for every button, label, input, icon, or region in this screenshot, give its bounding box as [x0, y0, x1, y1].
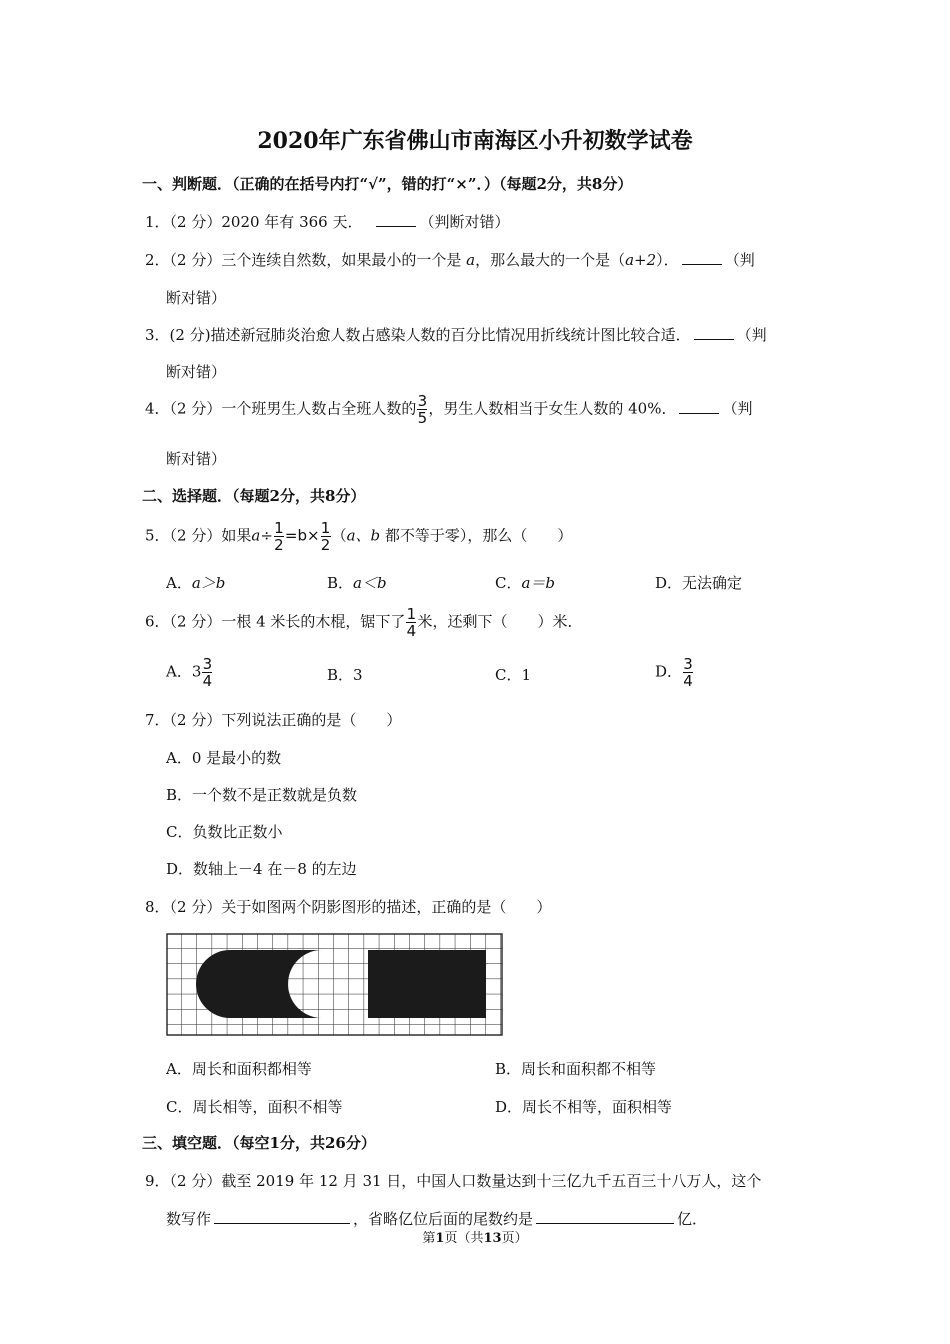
section-2-tail: 分） [335, 487, 366, 505]
question-7-option-d[interactable]: D．数轴上－4 在－8 的左边 [166, 860, 357, 878]
question-8-option-c[interactable]: C．周长相等，面积不相等 [166, 1098, 343, 1116]
answer-blank-9b[interactable] [536, 1209, 674, 1224]
question-5-option-c[interactable] [495, 572, 555, 593]
question-4-tail: （判 [722, 399, 753, 418]
question-9-text-b: ，省略亿位后面的尾数约是 [353, 1210, 534, 1228]
section-3-mid: 分，共 [279, 1134, 325, 1152]
option-label: D． [655, 662, 683, 681]
question-5-eq: =b× [284, 526, 320, 545]
fraction-num: 1 [406, 605, 417, 623]
footer-mid: 页（共 [444, 1231, 484, 1246]
question-9-text-c: 亿． [677, 1210, 708, 1228]
option-label: A． [166, 574, 192, 592]
question-2-expr: a+2 [625, 251, 657, 269]
fraction-num: 3 [417, 392, 428, 410]
question-6-option-a[interactable] [166, 656, 213, 689]
fraction-den: 2 [320, 536, 331, 554]
answer-blank-1[interactable] [376, 212, 416, 227]
question-8-option-a[interactable]: A．周长和面积都相等 [166, 1060, 312, 1078]
question-6-option-d[interactable] [655, 656, 694, 689]
question-4-line-2: 断对错） [166, 450, 227, 468]
footer-pre: 第 [422, 1231, 436, 1246]
question-5-var-a: a [251, 526, 261, 545]
question-8-option-b[interactable]: B．周长和面积都不相等 [495, 1060, 657, 1078]
question-3 [145, 324, 767, 345]
question-9-line-2 [166, 1208, 707, 1229]
question-5-post-b: 都不等于零），那么（ ） [384, 526, 573, 545]
page-title: 2020年广东省佛山市南海区小升初数学试卷 [257, 128, 693, 154]
question-3-line-2: 断对错） [166, 363, 227, 381]
question-5-option-a[interactable] [166, 572, 225, 593]
question-5-pre: 5．（2 分）如果 [145, 526, 252, 545]
question-3-tail: （判 [736, 326, 767, 344]
fraction-1-2-a [274, 520, 284, 553]
question-5-option-d[interactable] [655, 572, 742, 593]
question-4-text-a: 4．（2 分）一个班男生人数占全班人数的 [145, 399, 417, 418]
section-1-score-each: 2 [536, 175, 547, 193]
section-2-score-each: 2 [269, 487, 280, 505]
answer-blank-9a[interactable] [214, 1209, 350, 1224]
question-7: 7．（2 分）下列说法正确的是（ ） [145, 711, 402, 729]
fraction-den: 5 [417, 409, 428, 427]
fraction-1-2-b [321, 520, 331, 553]
section-2-lead: 二、选择题．（每题 [142, 487, 270, 505]
question-9: 9．（2 分）截至 2019 年 12 月 31 日，中国人口数量达到十三亿九千五百三十八万人，这个 [145, 1172, 762, 1190]
section-2-heading [142, 485, 365, 506]
question-6-option-c[interactable]: C．1 [495, 666, 532, 684]
question-5 [145, 520, 572, 553]
section-2-total: 8 [324, 487, 336, 505]
answer-blank-2[interactable] [682, 250, 722, 265]
option-text: a＞b [191, 574, 226, 592]
option-text: 无法确定 [682, 574, 743, 592]
section-1-heading [142, 173, 632, 194]
footer-post: 页） [501, 1231, 528, 1246]
question-5-post-a: （ [331, 526, 347, 545]
section-3-score-each: 1 [269, 1134, 280, 1152]
section-1-tail: 分） [602, 175, 633, 193]
question-6-pre: 6．（2 分）一根 4 米长的木棍，锯下了 [145, 612, 406, 631]
question-5-vars: a、b [346, 526, 381, 545]
option-label: D． [655, 574, 683, 592]
fraction-den: 2 [274, 536, 284, 554]
question-4-text-b: ，男生人数相当于女生人数的 40%． [428, 399, 677, 418]
question-9-text-a: 数写作 [166, 1210, 212, 1228]
option-label: C． [495, 574, 522, 592]
section-1-mid: 分，共 [546, 175, 592, 193]
question-3-text: 3．(2 分)描述新冠肺炎治愈人数占感染人数的百分比情况用折线统计图比较合适． [145, 326, 691, 344]
fraction-num: 1 [274, 519, 284, 537]
question-7-option-b[interactable]: B．一个数不是正数就是负数 [166, 786, 358, 804]
section-3-total: 26 [324, 1134, 346, 1152]
section-1-lead: 一、判断题．（正确的在括号内打“√”，错的打“×”．）（每题 [142, 175, 537, 193]
shaded-figures-grid [166, 933, 504, 1037]
question-7-option-a[interactable]: A．0 是最小的数 [166, 749, 282, 767]
footer-page-number: 1 [435, 1231, 445, 1246]
question-2-text-a: 2．（2 分）三个连续自然数，如果最小的一个是 [145, 251, 462, 269]
question-8-option-d[interactable]: D．周长不相等，面积相等 [495, 1098, 673, 1116]
option-whole: 3 [191, 662, 202, 681]
fraction-1-4 [406, 606, 416, 639]
question-2 [145, 249, 755, 270]
answer-blank-3[interactable] [694, 325, 734, 340]
question-1-text: 1．（2 分）2020 年有 366 天． [145, 213, 363, 231]
section-1-total: 8 [591, 175, 603, 193]
question-8: 8．（2 分）关于如图两个阴影图形的描述，正确的是（ ） [145, 898, 552, 916]
fraction-den: 4 [406, 622, 417, 640]
option-label: B． [327, 574, 354, 592]
question-6 [145, 606, 582, 639]
option-text: a＜b [353, 574, 387, 592]
fraction-3-4-d [683, 656, 693, 689]
section-3-heading [142, 1132, 376, 1153]
question-5-div: ÷ [260, 526, 273, 545]
question-2-var-a: a [466, 251, 476, 269]
question-5-option-b[interactable] [327, 572, 387, 593]
footer-total-pages: 13 [483, 1231, 502, 1246]
answer-blank-4[interactable] [679, 399, 719, 414]
question-1-tail: （判断对错） [419, 213, 510, 231]
question-4 [145, 393, 753, 426]
question-6-post: 米，还剩下（ ）米． [417, 612, 583, 631]
fraction-num: 1 [320, 519, 331, 537]
question-2-line-2: 断对错） [166, 289, 227, 307]
fraction-num: 3 [202, 655, 213, 673]
option-text: a＝b [521, 574, 556, 592]
page-footer [0, 1227, 950, 1246]
option-label: A． [166, 662, 192, 681]
fraction-den: 4 [202, 672, 213, 690]
question-7-option-c[interactable]: C．负数比正数小 [166, 823, 283, 841]
question-2-tail: （判 [724, 251, 755, 269]
question-1 [145, 211, 509, 232]
fraction-3-4-a [202, 656, 212, 689]
section-3-lead: 三、填空题．（每空 [142, 1134, 270, 1152]
section-2-mid: 分，共 [279, 487, 325, 505]
question-2-text-b: ，那么最大的一个是（ [475, 251, 626, 269]
fraction-den: 4 [683, 672, 693, 690]
fraction-3-5 [417, 393, 427, 426]
question-2-text-c: ）． [656, 251, 679, 269]
section-3-tail: 分） [345, 1134, 376, 1152]
fraction-num: 3 [683, 655, 693, 673]
question-6-option-b[interactable]: B．3 [327, 666, 363, 684]
shaded-shape-2 [368, 950, 486, 1018]
